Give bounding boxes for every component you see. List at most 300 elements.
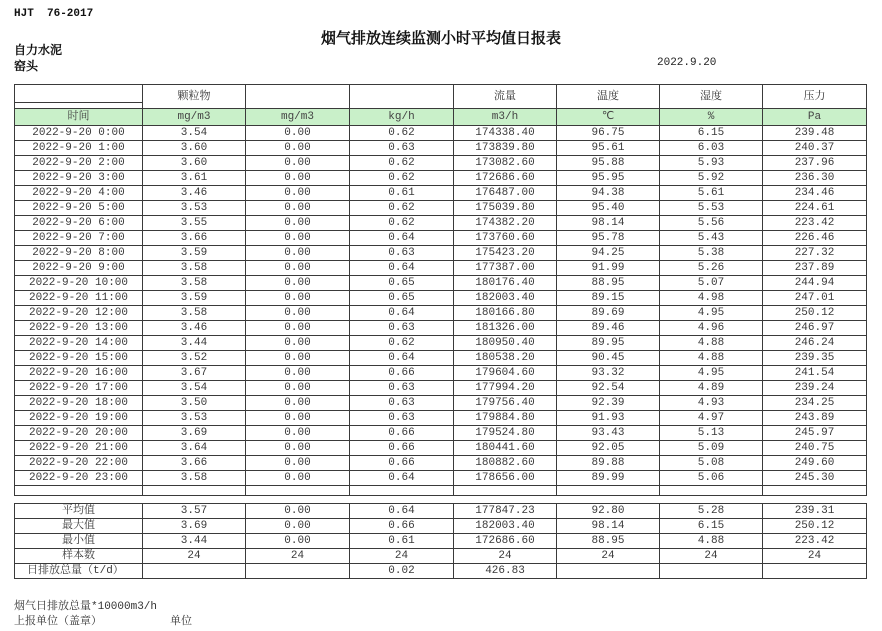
value-cell: 0.00 [246, 141, 350, 156]
value-cell: 5.61 [660, 186, 763, 201]
value-cell: 24 [763, 549, 867, 564]
value-cell: 5.13 [660, 426, 763, 441]
col-header-flow: 流量 [454, 85, 557, 109]
value-cell: 3.60 [143, 156, 246, 171]
table-row [15, 171, 867, 186]
table-row [15, 321, 867, 336]
value-cell: 180441.60 [454, 441, 557, 456]
value-cell: 4.88 [660, 351, 763, 366]
value-cell: 94.38 [557, 186, 660, 201]
value-cell: 4.97 [660, 411, 763, 426]
value-cell: 0.00 [246, 261, 350, 276]
time-cell: 2022-9-20 11:00 [15, 291, 143, 306]
value-cell: 179756.40 [454, 396, 557, 411]
value-cell: 4.96 [660, 321, 763, 336]
value-cell: 3.58 [143, 261, 246, 276]
value-cell: 96.75 [557, 126, 660, 141]
value-cell: 4.89 [660, 381, 763, 396]
value-cell: 4.98 [660, 291, 763, 306]
value-cell: 223.42 [763, 534, 867, 549]
value-cell: 3.66 [143, 231, 246, 246]
value-cell: 0.63 [350, 381, 454, 396]
table-row [15, 411, 867, 426]
value-cell: 3.64 [143, 441, 246, 456]
time-cell: 2022-9-20 22:00 [15, 456, 143, 471]
value-cell: 174338.40 [454, 126, 557, 141]
value-cell: 0.61 [350, 534, 454, 549]
value-cell: 0.62 [350, 171, 454, 186]
time-cell: 2022-9-20 2:00 [15, 156, 143, 171]
value-cell: 0.00 [246, 186, 350, 201]
value-cell: 249.60 [763, 456, 867, 471]
value-cell: 224.61 [763, 201, 867, 216]
value-cell: 0.00 [246, 441, 350, 456]
unit-cell-m3-h: m3/h [454, 109, 557, 126]
empty-cell [350, 486, 454, 496]
value-cell: 0.66 [350, 456, 454, 471]
col-header-humidity: 湿度 [660, 85, 763, 109]
value-cell: 0.64 [350, 471, 454, 486]
value-cell: 89.95 [557, 336, 660, 351]
value-cell: 180176.40 [454, 276, 557, 291]
table-row [15, 261, 867, 276]
value-cell: 3.67 [143, 366, 246, 381]
value-cell: 175423.20 [454, 246, 557, 261]
table-row [15, 381, 867, 396]
value-cell: 0.66 [350, 366, 454, 381]
table-row [15, 534, 867, 549]
empty-cell [763, 486, 867, 496]
value-cell: 173760.60 [454, 231, 557, 246]
value-cell: 245.30 [763, 471, 867, 486]
value-cell [557, 564, 660, 579]
table-row [15, 231, 867, 246]
value-cell: 0.00 [246, 246, 350, 261]
value-cell: 175039.80 [454, 201, 557, 216]
standard-number: HJT 76-2017 [14, 8, 94, 20]
value-cell: 0.62 [350, 216, 454, 231]
value-cell: 234.46 [763, 186, 867, 201]
empty-cell [557, 486, 660, 496]
time-cell: 2022-9-20 17:00 [15, 381, 143, 396]
time-cell: 2022-9-20 5:00 [15, 201, 143, 216]
table-row [15, 336, 867, 351]
value-cell: 239.48 [763, 126, 867, 141]
report-date: 2022.9.20 [657, 57, 717, 69]
value-cell: 172686.60 [454, 534, 557, 549]
table-row [15, 504, 867, 519]
table-row [15, 441, 867, 456]
value-cell: 0.66 [350, 519, 454, 534]
empty-cell [15, 486, 143, 496]
value-cell: 90.45 [557, 351, 660, 366]
value-cell: 223.42 [763, 216, 867, 231]
value-cell: 4.88 [660, 336, 763, 351]
value-cell: 98.14 [557, 216, 660, 231]
value-cell: 5.56 [660, 216, 763, 231]
unit-cell-mg-m3-a: mg/m3 [143, 109, 246, 126]
value-cell: 89.15 [557, 291, 660, 306]
value-cell: 4.93 [660, 396, 763, 411]
time-cell: 2022-9-20 20:00 [15, 426, 143, 441]
table-row [15, 564, 867, 579]
table-row [15, 156, 867, 171]
value-cell: 3.54 [143, 126, 246, 141]
time-cell: 2022-9-20 4:00 [15, 186, 143, 201]
value-cell: 0.64 [350, 231, 454, 246]
value-cell: 4.88 [660, 534, 763, 549]
unit-header-row [15, 109, 867, 126]
value-cell: 3.69 [143, 426, 246, 441]
value-cell: 246.24 [763, 336, 867, 351]
value-cell: 0.64 [350, 504, 454, 519]
value-cell: 0.66 [350, 426, 454, 441]
value-cell: 6.15 [660, 126, 763, 141]
value-cell: 174382.20 [454, 216, 557, 231]
time-cell: 最大值 [15, 519, 143, 534]
station-name: 窑头 [14, 60, 39, 74]
value-cell: 3.61 [143, 171, 246, 186]
value-cell: 0.00 [246, 336, 350, 351]
value-cell [660, 564, 763, 579]
table-row [15, 426, 867, 441]
value-cell: 226.46 [763, 231, 867, 246]
value-cell: 98.14 [557, 519, 660, 534]
value-cell: 5.92 [660, 171, 763, 186]
group-header-row [15, 85, 867, 103]
time-cell: 样本数 [15, 549, 143, 564]
value-cell: 93.32 [557, 366, 660, 381]
value-cell: 0.00 [246, 231, 350, 246]
value-cell: 179604.60 [454, 366, 557, 381]
value-cell: 240.75 [763, 441, 867, 456]
time-cell: 日排放总量（t/d） [15, 564, 143, 579]
unit-cell-mg-m3-b: mg/m3 [246, 109, 350, 126]
value-cell: 0.00 [246, 306, 350, 321]
value-cell: 182003.40 [454, 519, 557, 534]
time-cell: 2022-9-20 14:00 [15, 336, 143, 351]
col-header-blank-2 [350, 85, 454, 109]
value-cell: 94.25 [557, 246, 660, 261]
time-cell: 2022-9-20 15:00 [15, 351, 143, 366]
value-cell: 0.00 [246, 519, 350, 534]
value-cell: 3.69 [143, 519, 246, 534]
table-row [15, 186, 867, 201]
time-cell: 2022-9-20 10:00 [15, 276, 143, 291]
col-header-particulate: 颗粒物 [143, 85, 246, 109]
company-name: 自力水泥 [14, 44, 63, 58]
time-cell: 2022-9-20 0:00 [15, 126, 143, 141]
value-cell: 180166.80 [454, 306, 557, 321]
value-cell: 246.97 [763, 321, 867, 336]
time-cell: 2022-9-20 3:00 [15, 171, 143, 186]
time-cell: 2022-9-20 8:00 [15, 246, 143, 261]
time-cell: 2022-9-20 7:00 [15, 231, 143, 246]
corner-cell-top [15, 85, 143, 103]
value-cell: 0.64 [350, 261, 454, 276]
unit-cell-kg-h: kg/h [350, 109, 454, 126]
value-cell: 180538.20 [454, 351, 557, 366]
value-cell: 5.28 [660, 504, 763, 519]
summary-rows [15, 504, 867, 579]
table-row [15, 216, 867, 231]
value-cell: 0.00 [246, 396, 350, 411]
footer-unit-label: 单位 [170, 616, 192, 628]
value-cell: 227.32 [763, 246, 867, 261]
value-cell: 0.61 [350, 186, 454, 201]
value-cell: 3.58 [143, 276, 246, 291]
value-cell: 179524.80 [454, 426, 557, 441]
time-cell: 2022-9-20 21:00 [15, 441, 143, 456]
value-cell: 95.95 [557, 171, 660, 186]
value-cell: 0.64 [350, 351, 454, 366]
value-cell: 0.00 [246, 156, 350, 171]
hourly-data-table [14, 84, 867, 496]
table-row [15, 456, 867, 471]
value-cell: 91.99 [557, 261, 660, 276]
value-cell: 177847.23 [454, 504, 557, 519]
value-cell: 92.05 [557, 441, 660, 456]
footer-flow-note: 烟气日排放总量*10000m3/h [14, 601, 158, 613]
value-cell: 24 [454, 549, 557, 564]
value-cell: 3.44 [143, 534, 246, 549]
empty-cell [246, 486, 350, 496]
value-cell: 3.57 [143, 504, 246, 519]
value-cell: 95.40 [557, 201, 660, 216]
value-cell: 88.95 [557, 276, 660, 291]
value-cell: 24 [350, 549, 454, 564]
value-cell: 5.08 [660, 456, 763, 471]
table-row [15, 306, 867, 321]
time-cell: 2022-9-20 12:00 [15, 306, 143, 321]
unit-cell-pa: Pa [763, 109, 867, 126]
table-row [15, 396, 867, 411]
value-cell: 0.63 [350, 411, 454, 426]
time-cell: 2022-9-20 6:00 [15, 216, 143, 231]
value-cell: 239.31 [763, 504, 867, 519]
value-cell: 5.09 [660, 441, 763, 456]
value-cell: 243.89 [763, 411, 867, 426]
value-cell [763, 564, 867, 579]
value-cell: 24 [557, 549, 660, 564]
value-cell: 177387.00 [454, 261, 557, 276]
table-row [15, 141, 867, 156]
value-cell: 0.62 [350, 201, 454, 216]
value-cell: 172686.60 [454, 171, 557, 186]
value-cell: 0.62 [350, 336, 454, 351]
value-cell: 250.12 [763, 519, 867, 534]
time-cell: 2022-9-20 9:00 [15, 261, 143, 276]
value-cell: 95.61 [557, 141, 660, 156]
value-cell: 0.00 [246, 201, 350, 216]
value-cell: 0.00 [246, 381, 350, 396]
value-cell: 0.62 [350, 156, 454, 171]
value-cell: 239.24 [763, 381, 867, 396]
value-cell: 0.00 [246, 126, 350, 141]
value-cell: 3.55 [143, 216, 246, 231]
value-cell: 0.63 [350, 396, 454, 411]
table-row [15, 549, 867, 564]
value-cell: 180882.60 [454, 456, 557, 471]
time-cell: 2022-9-20 16:00 [15, 366, 143, 381]
value-cell: 89.99 [557, 471, 660, 486]
value-cell: 0.63 [350, 321, 454, 336]
value-cell: 89.88 [557, 456, 660, 471]
table-row [15, 366, 867, 381]
value-cell: 240.37 [763, 141, 867, 156]
value-cell: 0.00 [246, 534, 350, 549]
value-cell: 0.00 [246, 366, 350, 381]
value-cell: 95.78 [557, 231, 660, 246]
value-cell: 3.53 [143, 201, 246, 216]
value-cell: 93.43 [557, 426, 660, 441]
value-cell: 5.43 [660, 231, 763, 246]
value-cell: 3.59 [143, 246, 246, 261]
value-cell [143, 564, 246, 579]
time-cell: 2022-9-20 1:00 [15, 141, 143, 156]
value-cell: 245.97 [763, 426, 867, 441]
table-row [15, 471, 867, 486]
empty-cell [454, 486, 557, 496]
value-cell: 241.54 [763, 366, 867, 381]
table-row [15, 126, 867, 141]
value-cell: 0.00 [246, 411, 350, 426]
value-cell: 24 [246, 549, 350, 564]
table-row [15, 291, 867, 306]
value-cell: 180950.40 [454, 336, 557, 351]
value-cell: 426.83 [454, 564, 557, 579]
value-cell: 179884.80 [454, 411, 557, 426]
value-cell: 24 [660, 549, 763, 564]
value-cell: 0.65 [350, 276, 454, 291]
value-cell: 3.46 [143, 186, 246, 201]
value-cell: 5.38 [660, 246, 763, 261]
report-table-area [14, 84, 867, 579]
value-cell: 176487.00 [454, 186, 557, 201]
value-cell: 3.58 [143, 306, 246, 321]
value-cell: 247.01 [763, 291, 867, 306]
summary-table [14, 503, 867, 579]
value-cell: 0.02 [350, 564, 454, 579]
value-cell: 3.50 [143, 396, 246, 411]
value-cell: 92.39 [557, 396, 660, 411]
value-cell: 6.03 [660, 141, 763, 156]
value-cell: 3.66 [143, 456, 246, 471]
value-cell: 0.00 [246, 291, 350, 306]
value-cell: 5.93 [660, 156, 763, 171]
value-cell: 177994.20 [454, 381, 557, 396]
value-cell: 4.95 [660, 306, 763, 321]
value-cell: 5.26 [660, 261, 763, 276]
time-cell: 2022-9-20 23:00 [15, 471, 143, 486]
value-cell: 91.93 [557, 411, 660, 426]
value-cell: 178656.00 [454, 471, 557, 486]
value-cell: 173839.80 [454, 141, 557, 156]
footer-report-unit: 上报单位（盖章） [14, 616, 102, 628]
value-cell: 237.89 [763, 261, 867, 276]
value-cell: 5.07 [660, 276, 763, 291]
col-header-pressure: 压力 [763, 85, 867, 109]
value-cell: 0.00 [246, 471, 350, 486]
value-cell: 6.15 [660, 519, 763, 534]
value-cell: 181326.00 [454, 321, 557, 336]
value-cell: 0.00 [246, 171, 350, 186]
value-cell: 0.00 [246, 321, 350, 336]
table-row [15, 519, 867, 534]
value-cell: 0.00 [246, 216, 350, 231]
value-cell: 182003.40 [454, 291, 557, 306]
value-cell: 89.46 [557, 321, 660, 336]
value-cell: 0.63 [350, 141, 454, 156]
empty-cell [143, 486, 246, 496]
value-cell: 3.59 [143, 291, 246, 306]
table-row [15, 246, 867, 261]
table-row [15, 201, 867, 216]
value-cell: 0.00 [246, 426, 350, 441]
value-cell: 3.52 [143, 351, 246, 366]
table-row [15, 351, 867, 366]
time-cell: 2022-9-20 18:00 [15, 396, 143, 411]
value-cell: 0.00 [246, 504, 350, 519]
value-cell: 3.53 [143, 411, 246, 426]
value-cell: 237.96 [763, 156, 867, 171]
value-cell: 24 [143, 549, 246, 564]
value-cell: 0.00 [246, 456, 350, 471]
time-cell: 最小值 [15, 534, 143, 549]
value-cell: 4.95 [660, 366, 763, 381]
value-cell: 0.65 [350, 291, 454, 306]
trailing-empty-row [15, 486, 867, 496]
value-cell: 3.46 [143, 321, 246, 336]
value-cell [246, 564, 350, 579]
value-cell: 173082.60 [454, 156, 557, 171]
value-cell: 234.25 [763, 396, 867, 411]
value-cell: 0.62 [350, 126, 454, 141]
unit-cell-percent: % [660, 109, 763, 126]
value-cell: 236.30 [763, 171, 867, 186]
value-cell: 92.54 [557, 381, 660, 396]
col-header-temperature: 温度 [557, 85, 660, 109]
value-cell: 250.12 [763, 306, 867, 321]
time-cell: 平均值 [15, 504, 143, 519]
value-cell: 3.54 [143, 381, 246, 396]
value-cell: 3.58 [143, 471, 246, 486]
value-cell: 0.63 [350, 246, 454, 261]
col-header-blank-1 [246, 85, 350, 109]
table-row [15, 276, 867, 291]
value-cell: 0.66 [350, 441, 454, 456]
value-cell: 0.64 [350, 306, 454, 321]
value-cell: 92.80 [557, 504, 660, 519]
page-title: 烟气排放连续监测小时平均值日报表 [320, 29, 561, 47]
value-cell: 5.53 [660, 201, 763, 216]
value-cell: 0.00 [246, 276, 350, 291]
empty-cell [660, 486, 763, 496]
unit-cell-celsius: ℃ [557, 109, 660, 126]
value-cell: 5.06 [660, 471, 763, 486]
time-cell: 2022-9-20 19:00 [15, 411, 143, 426]
hour-rows [15, 126, 867, 486]
time-cell: 2022-9-20 13:00 [15, 321, 143, 336]
value-cell: 0.00 [246, 351, 350, 366]
value-cell: 3.44 [143, 336, 246, 351]
value-cell: 89.69 [557, 306, 660, 321]
value-cell: 3.60 [143, 141, 246, 156]
value-cell: 244.94 [763, 276, 867, 291]
value-cell: 95.88 [557, 156, 660, 171]
value-cell: 88.95 [557, 534, 660, 549]
time-column-header: 时间 [15, 109, 143, 126]
